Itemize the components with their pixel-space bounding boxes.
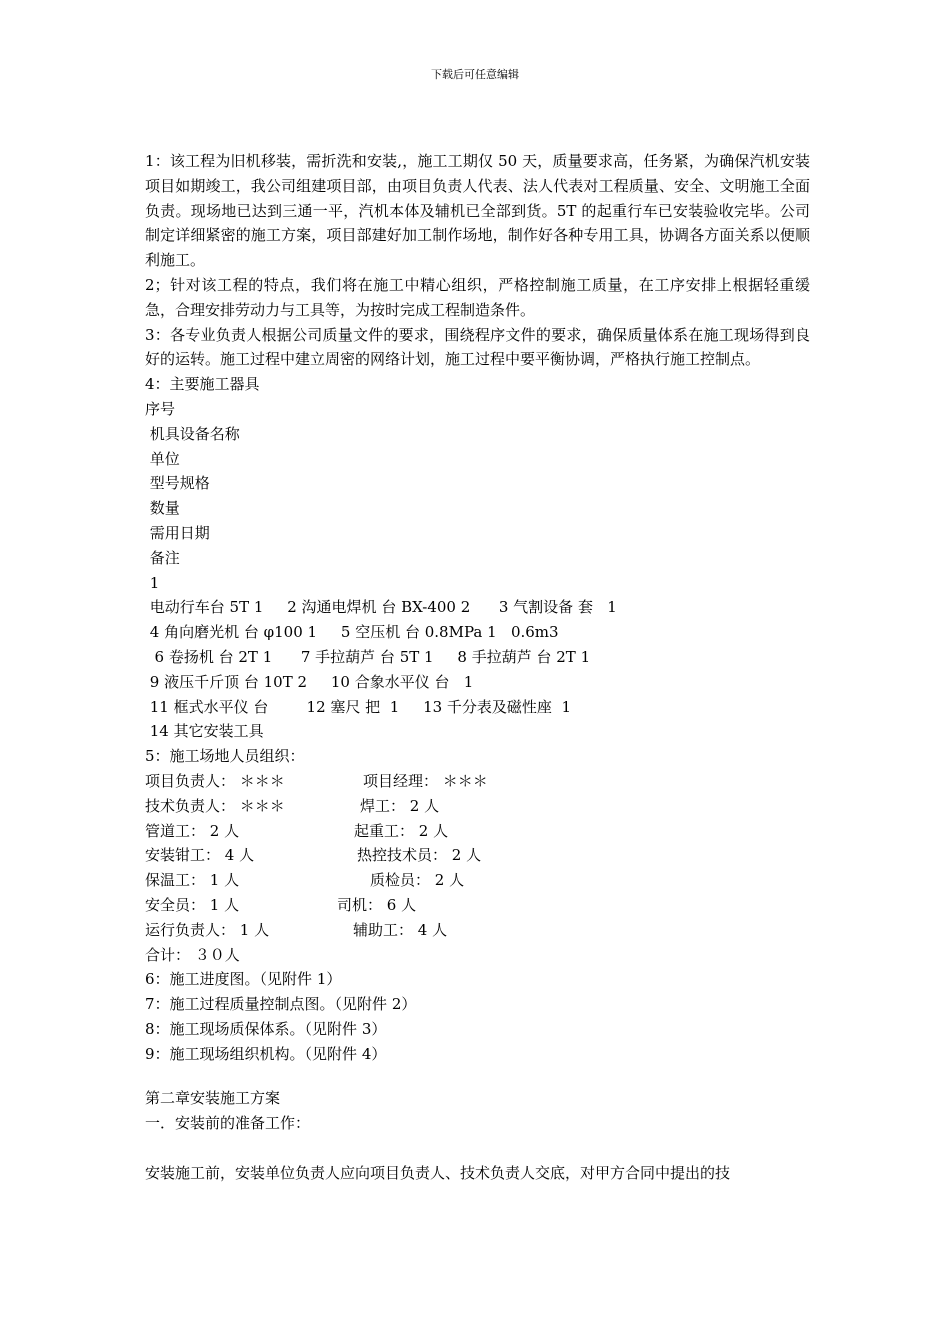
tools-column-header: 1 (145, 573, 160, 592)
attachment-line: 6：施工进度图。（见附件 1） (145, 970, 342, 989)
tools-row: 6 卷扬机 台 2T 1 7 手拉葫芦 台 5T 1 8 手拉葫芦 台 2T 1 (145, 647, 591, 666)
tools-column-header: 序号 (145, 399, 176, 418)
document-body (145, 149, 810, 1186)
staff-left: 安装钳工： 4 人 (145, 846, 255, 865)
staff-right: 起重工： 2 人 (354, 821, 449, 840)
staff-row (145, 819, 810, 844)
staff-row (145, 843, 810, 868)
staff-left: 安全员： 1 人 (145, 895, 240, 914)
tools-row: 4 角向磨光机 台 φ100 1 5 空压机 台 0.8MPa 1 0.6m3 (145, 623, 559, 642)
staff-left: 管道工： 2 人 (145, 821, 240, 840)
staff-right: 辅助工： 4 人 (353, 920, 448, 939)
chapter-text: 安装施工前，安装单位负责人应向项目负责人、技术负责人交底，对甲方合同中提出的技 (145, 1163, 731, 1182)
tools-row: 电动行车台 5T 1 2 沟通电焊机 台 BX-400 2 3 气割设备 套 1 (145, 598, 617, 617)
attachment-line: 8：施工现场质保体系。（见附件 3） (145, 1019, 387, 1038)
page-header: 下载后可任意编辑 (431, 68, 519, 81)
staff-row (145, 893, 810, 918)
staff-row (145, 769, 810, 794)
staff-right: 质检员： 2 人 (370, 871, 465, 890)
staff-row (145, 794, 810, 819)
staff-row (145, 918, 810, 943)
tools-column-header: 机具设备名称 (145, 424, 240, 443)
tools-column-header: 备注 (145, 548, 180, 567)
staff-left: 项目负责人： ＊＊＊ (145, 771, 285, 790)
tools-row: 9 液压千斤顶 台 10T 2 10 合象水平仪 台 1 (145, 672, 474, 691)
staff-heading: 5：施工场地人员组织： (145, 747, 305, 766)
paragraph-2: 2；针对该工程的特点，我们将在施工中精心组织，严格控制施工质量，在工序安排上根据轻重缓急，合理安排劳动力与工具等，为按时完成工程制造条件。 (145, 275, 810, 319)
staff-right: 项目经理： ＊＊＊ (363, 771, 488, 790)
attachment-line: 9：施工现场组织机构。（见附件 4） (145, 1044, 387, 1063)
tools-column-header: 单位 (145, 449, 180, 468)
tools-column-header: 型号规格 (145, 474, 210, 493)
staff-left: 运行负责人： 1 人 (145, 920, 270, 939)
tools-heading: 4：主要施工器具 (145, 375, 260, 394)
attachment-line: 7：施工过程质量控制点图。（见附件 2） (145, 995, 417, 1014)
spacer (145, 1066, 810, 1086)
section-heading: 一．安装前的准备工作： (145, 1114, 311, 1133)
paragraph-1: 1：该工程为旧机移装，需折洗和安装,，施工工期仅 50 天，质量要求高，任务紧，为确保汽机安装项目如期竣工，我公司组建项目部，由项目负责人代表、法人代表对工程质量、安全、文明施工全面负责。现场地已达到三通一平，汽机本体及辅机已全部到货。5T 的起重行车已安装验收完毕。公司制定详细紧密的施工方案，项目部建好加工制作场地，制作好各种专用工具，协调各方面关系以便顺利施工。 (145, 152, 810, 270)
staff-right: 焊工： 2 人 (360, 796, 440, 815)
chapter-title: 第二章安装施工方案 (145, 1089, 281, 1108)
tools-row: 11 框式水平仪 台 12 塞尺 把 1 13 千分表及磁性座 1 (145, 697, 572, 716)
staff-right: 热控技术员： 2 人 (357, 846, 482, 865)
staff-left: 合计： ３０人 (145, 945, 240, 964)
staff-left: 保温工： 1 人 (145, 871, 240, 890)
tools-column-header: 数量 (145, 499, 180, 518)
tools-row: 14 其它安装工具 (145, 722, 264, 741)
staff-row (145, 868, 810, 893)
staff-row (145, 943, 810, 968)
paragraph-3: 3：各专业负责人根据公司质量文件的要求，围绕程序文件的要求，确保质量体系在施工现场得到良好的运转。施工过程中建立周密的网络计划，施工过程中要平衡协调，严格执行施工控制点。 (145, 325, 810, 369)
staff-left: 技术负责人： ＊＊＊ (145, 796, 285, 815)
tools-column-header: 需用日期 (145, 523, 210, 542)
spacer (145, 1136, 810, 1161)
staff-right: 司机： 6 人 (337, 895, 417, 914)
